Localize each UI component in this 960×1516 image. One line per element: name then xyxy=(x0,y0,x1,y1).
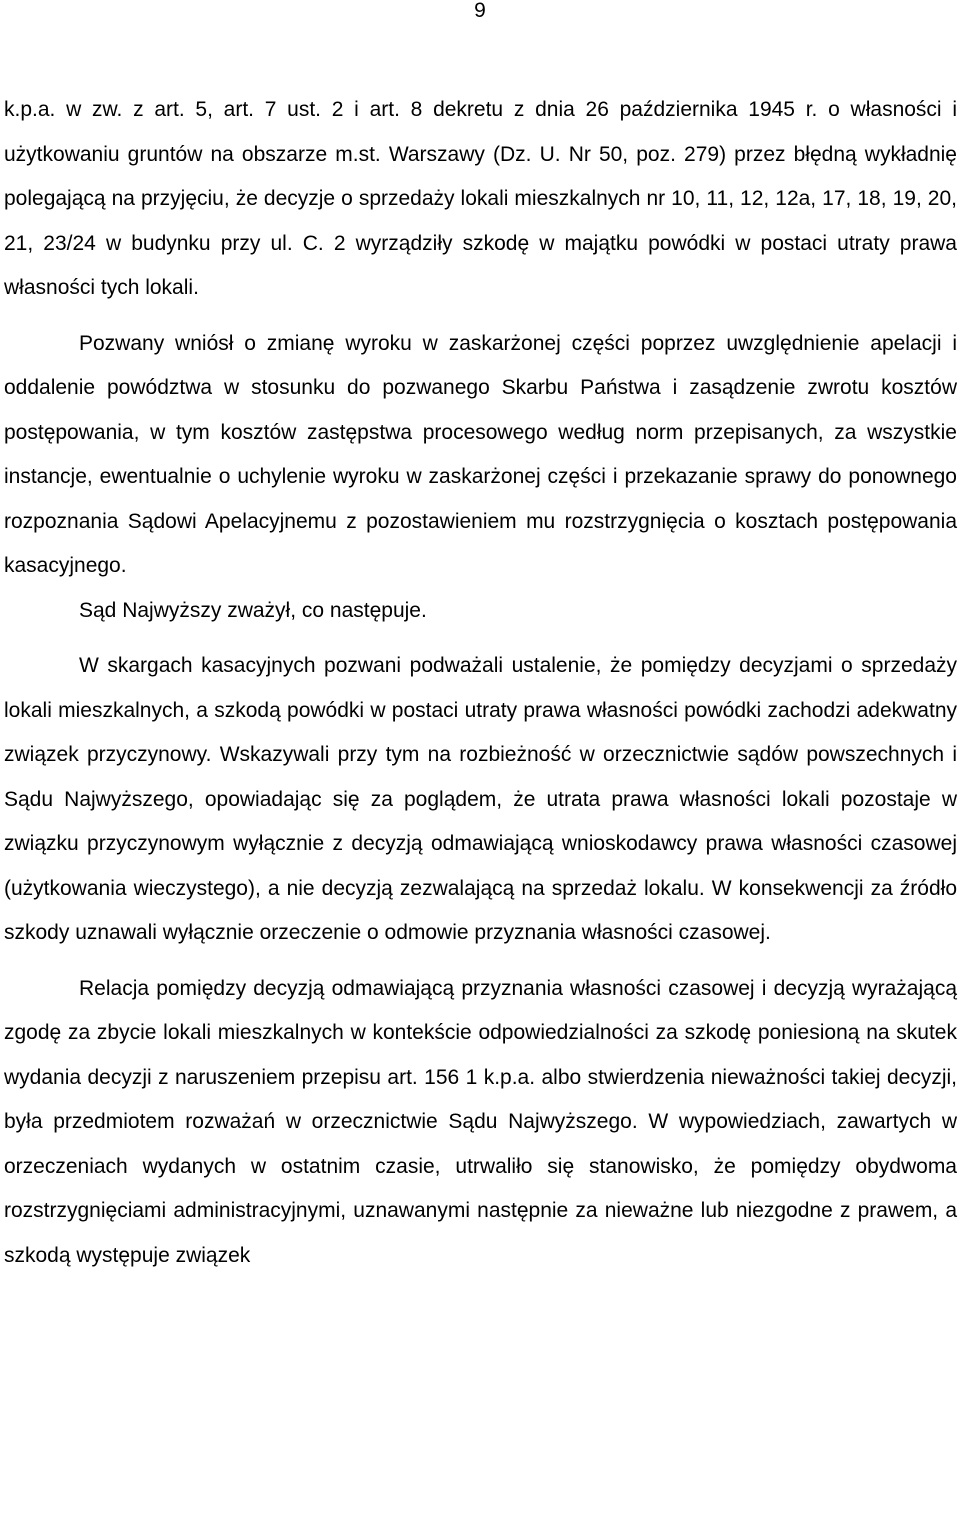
page-number: 9 xyxy=(474,0,486,22)
paragraph-court-considered: Sąd Najwyższy zważył, co następuje. xyxy=(79,598,427,622)
paragraph-defendant-motion: Pozwany wniósł o zmianę wyroku w zaskarżonej części poprzez uwzględnienie apelacji i oddalenie powództwa w stosunku do pozwanego Skarbu Państwa i zasądzenie zwrotu kosztów postępowania, w tym kosztów zastępstwa procesowego według norm przepisanych, za wszystkie instancje, ewentualnie o uchylenie wyroku w zaskarżonej części i przekazanie sprawy do ponownego rozpoznania Sądowi Apelacyjnemu z pozostawieniem mu rozstrzygnięcia o kosztach postępowania kasacyjnego. xyxy=(4,331,957,577)
paragraph-cassation-complaints: W skargach kasacyjnych pozwani podważali ustalenie, że pomiędzy decyzjami o sprzedaży lokali mieszkalnych, a szkodą powódki w postaci utraty prawa własności powódki zachodzi adekwatny związek przyczynowy. Wskazywali przy tym na rozbieżność w orzecznictwie sądów powszechnych i Sądu Najwyższego, opowiadając się za poglądem, że utrata prawa własności lokali pozostaje w związku przyczynowym wyłącznie z decyzją odmawiającą wnioskodawcy prawa własności czasowej (użytkowania wieczystego), a nie decyzją zezwalającą na sprzedaż lokalu. W konsekwencji za źródło szkody uznawali wyłącznie orzeczenie o odmowie przyznania własności czasowej. xyxy=(4,654,957,944)
paragraph-grounds-continuation: k.p.a. w zw. z art. 5, art. 7 ust. 2 i art. 8 dekretu z dnia 26 października 1945 r. o własności i użytkowaniu gruntów na obszarze m.st. Warszawy (Dz. U. Nr 50, poz. 279) przez błędną wykładnię polegającą na przyjęciu, że decyzje o sprzedaży lokali mieszkalnych nr 10, 11, 12, 12a, 17, 18, 19, 20, 21, 23/24 w budynku przy ul. C. 2 wyrządziły szkodę w majątku powódki w postaci utraty prawa własności tych lokali. xyxy=(4,98,957,299)
paragraph-relation-decisions: Relacja pomiędzy decyzją odmawiającą przyznania własności czasowej i decyzją wyrażającą zgodę za zbycie lokali mieszkalnych w kontekście odpowiedzialności za szkodę poniesioną na skutek wydania decyzji z naruszeniem przepisu art. 156 1 k.p.a. albo stwierdzenia nieważności takiej decyzji, była przedmiotem rozważań w orzecznictwie Sądu Najwyższego. W wypowiedziach, zawartych w orzeczeniach wydanych w ostatnim czasie, utrwaliło się stanowisko, że pomiędzy obydwoma rozstrzygnięciami administracyjnymi, uznawanymi następnie za nieważne lub niezgodne z prawem, a szkodą występuje związek xyxy=(4,976,957,1267)
document-body xyxy=(4,88,957,1278)
